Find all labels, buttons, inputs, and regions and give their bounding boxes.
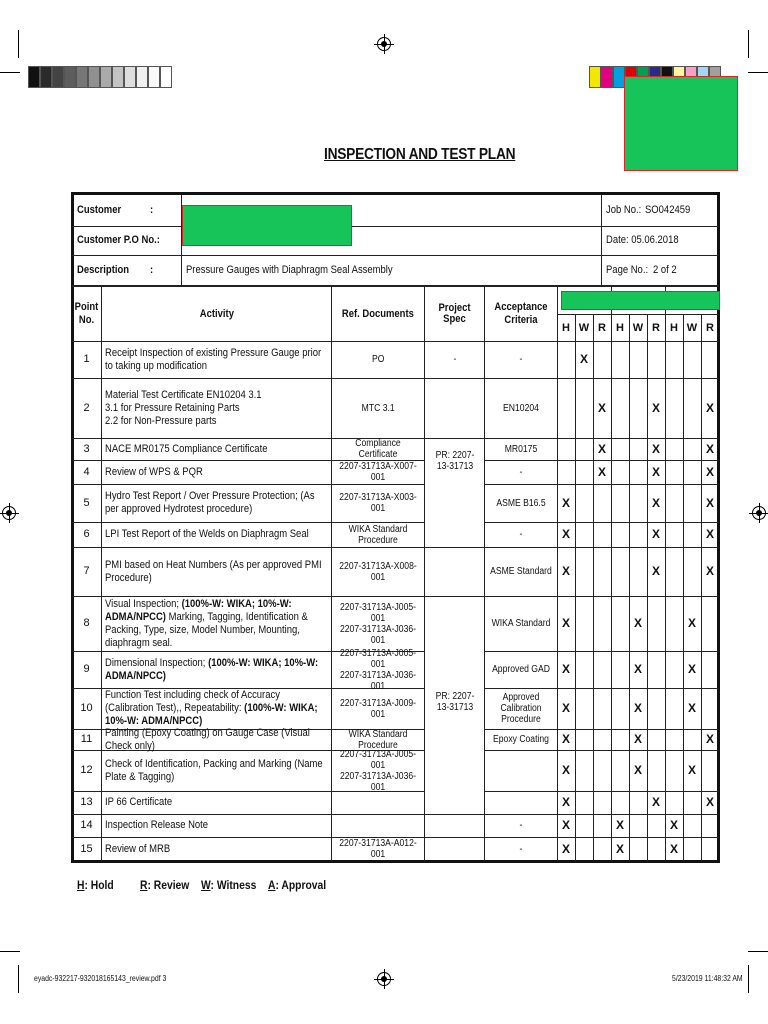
page-title: INSPECTION AND TEST PLAN (324, 146, 516, 163)
row-acceptance-criteria: - (519, 354, 523, 365)
row-ref-document: 2207-31713A-X007-001 (339, 461, 417, 483)
row-mark: X (561, 662, 570, 676)
row-mark: X (705, 464, 714, 479)
row-ref-document: MTC 3.1 (361, 402, 395, 414)
row-point-no: 2 (83, 401, 90, 414)
col-header-project-spec: Project Spec (438, 302, 471, 325)
row-point-no: 11 (80, 733, 93, 745)
page-no-label: Page No.: (606, 264, 649, 276)
row-acceptance-criteria: EN10204 (503, 402, 539, 414)
row-point-no: 10 (80, 702, 93, 714)
row-acceptance-criteria: Epoxy Coating (493, 734, 549, 745)
row-mark: X (651, 441, 660, 456)
row-project-spec (425, 522, 484, 547)
row-point-no: 13 (80, 796, 93, 808)
row-point-no: 5 (83, 496, 90, 509)
row-ref-document: 2207-31713A-J005-001 2207-31713A-J036-001 (339, 601, 417, 646)
row-mark: X (561, 818, 570, 832)
row-acceptance-criteria: - (519, 529, 523, 540)
redaction-logo-block (624, 76, 738, 171)
description-colon: : (150, 264, 154, 276)
row-mark: X (687, 701, 696, 715)
col-header-point-no: Point No. (74, 301, 99, 326)
registration-mark-left (2, 506, 16, 520)
row-mark: X (651, 400, 660, 415)
activity-text: Visual Inspection; (105, 597, 179, 610)
legend-hold: H: Hold (77, 878, 114, 892)
date-label: Date: 05.06.2018 (606, 234, 679, 246)
row-activity: PMI based on Heat Numbers (As per approved PMI Procedure) (105, 558, 322, 584)
hwr-header-cell: H (616, 321, 624, 334)
row-acceptance-criteria: - (519, 466, 523, 478)
row-mark: X (705, 564, 714, 578)
registration-mark-right (752, 506, 766, 520)
activity-witness-note: (100%-W: WIKA; 10%-W: ADMA/NPCC) (105, 597, 292, 623)
row-activity (105, 651, 329, 688)
row-mark: X (669, 841, 678, 856)
row-acceptance-criteria: Approved GAD (492, 664, 550, 675)
row-mark: X (633, 616, 642, 630)
row-acceptance-criteria (485, 791, 557, 814)
row-project-spec (425, 837, 484, 861)
job-no-label: Job No.: (606, 204, 642, 216)
row-project-spec: - (453, 354, 456, 365)
row-mark: X (633, 701, 642, 715)
hwr-header-cell: W (632, 321, 644, 334)
hwr-header-cell: R (652, 321, 660, 334)
hwr-header-cell: R (706, 321, 714, 334)
row-point-no: 8 (83, 617, 90, 629)
row-point-no: 12 (80, 764, 93, 776)
col-header-activity: Activity (199, 307, 234, 320)
hwr-header-cell: W (686, 321, 698, 334)
row-activity: LPI Test Report of the Welds on Diaphragm Seal (105, 528, 309, 540)
row-ref-document: 2207-31713A-J005-001 2207-31713A-J036-001 (339, 647, 417, 692)
row-acceptance-criteria: - (519, 843, 523, 855)
row-point-no: 6 (83, 528, 90, 540)
legend-approval: A: Approval (268, 878, 327, 892)
row-mark: X (687, 662, 696, 676)
row-activity: NACE MR0175 Compliance Certificate (105, 442, 268, 455)
redaction-party-headers (561, 291, 720, 310)
row-point-no: 3 (83, 442, 90, 455)
row-mark: X (633, 732, 642, 746)
row-mark: X (651, 495, 660, 510)
row-mark: X (705, 400, 714, 415)
row-mark: X (705, 527, 714, 541)
row-mark: X (687, 616, 696, 630)
customer-colon: : (150, 204, 154, 216)
row-ref-document: Compliance Certificate (355, 438, 401, 460)
row-mark: X (561, 564, 570, 578)
row-mark: X (561, 763, 570, 777)
row-ref-document: PO (371, 354, 385, 365)
row-mark: X (633, 662, 642, 676)
row-mark: X (705, 495, 714, 510)
row-mark: X (561, 732, 570, 746)
hwr-header-cell: R (598, 321, 606, 334)
row-activity: Review of WPS & PQR (105, 465, 203, 478)
project-spec-group-a: PR: 2207-13-31713 (435, 450, 474, 472)
row-activity: Inspection Release Note (105, 819, 209, 831)
row-ref-document: 2207-31713A-A012-001 (339, 838, 417, 860)
row-mark: X (669, 818, 678, 832)
row-activity: Check of Identification, Packing and Marking (Name Plate & Tagging) (105, 757, 323, 783)
row-mark: X (705, 732, 714, 746)
customer-po-label: Customer P.O No.: (77, 234, 160, 246)
description-label: Description (77, 264, 130, 276)
row-activity (105, 596, 329, 651)
row-mark: X (561, 527, 570, 541)
row-mark: X (561, 495, 570, 510)
row-activity: Hydro Test Report / Over Pressure Protection; (As per approved Hydrotest procedure) (105, 490, 315, 515)
redaction-customer-name (182, 205, 352, 246)
row-ref-document: WIKA Standard Procedure (348, 728, 408, 751)
row-point-no: 7 (83, 565, 90, 577)
row-mark: X (615, 841, 624, 856)
row-acceptance-criteria: ASME Standard (490, 566, 552, 577)
row-point-no: 1 (83, 353, 90, 365)
project-spec-group-b: PR: 2207-13-31713 (435, 691, 474, 713)
row-mark: X (687, 763, 696, 777)
row-ref-document: 2207-31713A-X008-001 (339, 560, 417, 583)
row-ref-document: 2207-31713A-X003-001 (339, 492, 417, 514)
row-acceptance-criteria: Approved Calibration Procedure (500, 692, 542, 725)
footer-filename: eyadc-932217-932018165143_review.pdf 3 (34, 974, 167, 983)
page-no-value: 2 of 2 (653, 264, 677, 276)
row-point-no: 4 (83, 465, 90, 478)
row-mark: X (561, 841, 570, 856)
row-mark: X (597, 441, 606, 456)
registration-mark-bottom (377, 972, 391, 986)
row-mark: X (705, 795, 714, 809)
activity-witness-note: (100%-W: WIKA; 10%-W: ADMA/NPCC) (105, 702, 318, 727)
row-activity: IP 66 Certificate (105, 796, 173, 808)
row-ref-document: 2207-31713A-J005-001 2207-31713A-J036-001 (339, 748, 417, 793)
row-mark: X (651, 795, 660, 809)
activity-text: Marking, Tagging, Identification & Packing, Type, size, Model Number, Mounting, diaphragm seal. (105, 610, 308, 649)
col-header-ref-documents: Ref. Documents (341, 307, 415, 320)
row-mark: X (597, 400, 606, 415)
hwr-header-cell: H (562, 321, 570, 334)
row-mark: X (579, 352, 588, 366)
row-ref-document (332, 791, 424, 814)
row-mark: X (705, 441, 714, 456)
row-mark: X (597, 464, 606, 479)
description-value: Pressure Gauges with Diaphragm Seal Assembly (186, 264, 393, 276)
row-mark: X (651, 464, 660, 479)
row-mark: X (561, 795, 570, 809)
row-mark: X (561, 701, 570, 715)
row-mark: X (633, 763, 642, 777)
registration-mark-top (377, 37, 391, 51)
col-header-acceptance-criteria: Acceptance Criteria (494, 301, 548, 326)
hwr-header-cell: H (670, 321, 678, 334)
legend-witness: W: Witness (201, 878, 257, 892)
row-mark: X (615, 818, 624, 832)
row-activity: Material Test Certificate EN10204 3.1 3.1 for Pressure Retaining Parts 2.2 for Non-Pressure parts (105, 388, 262, 427)
legend-review: R: Review (140, 878, 190, 892)
row-ref-document: 2207-31713A-J009-001 (339, 697, 417, 720)
row-mark: X (651, 527, 660, 541)
row-acceptance-criteria: MR0175 (504, 443, 538, 455)
row-activity: Painting (Epoxy Coating) on Gauge Case (Visual Check only) (105, 726, 310, 752)
row-point-no: 9 (83, 663, 90, 675)
row-mark: X (561, 616, 570, 630)
job-no-value: SO042459 (645, 204, 691, 216)
hwr-header-cell: W (578, 321, 590, 334)
activity-text: Dimensional Inspection; (105, 656, 206, 669)
row-mark: X (651, 564, 660, 578)
row-acceptance-criteria: ASME B16.5 (496, 497, 546, 509)
row-activity: Review of MRB (105, 842, 171, 855)
row-acceptance-criteria: - (519, 820, 523, 831)
row-acceptance-criteria (485, 750, 557, 791)
customer-label: Customer (77, 204, 122, 216)
row-activity: Receipt Inspection of existing Pressure Gauge prior to taking up modification (105, 346, 322, 372)
footer-timestamp: 5/23/2019 11:48:32 AM (672, 974, 743, 983)
row-point-no: 15 (80, 842, 93, 855)
activity-text: Function Test including check of Accuracy (Calibration Test),, Repeatability: (105, 689, 280, 714)
row-acceptance-criteria: WIKA Standard (491, 618, 551, 629)
row-ref-document: WIKA Standard Procedure (348, 523, 408, 546)
row-ref-document (332, 814, 424, 837)
row-point-no: 14 (80, 819, 93, 831)
activity-witness-note: (100%-W: WIKA; 10%-W: ADMA/NPCC) (105, 656, 319, 682)
row-activity (105, 688, 329, 729)
